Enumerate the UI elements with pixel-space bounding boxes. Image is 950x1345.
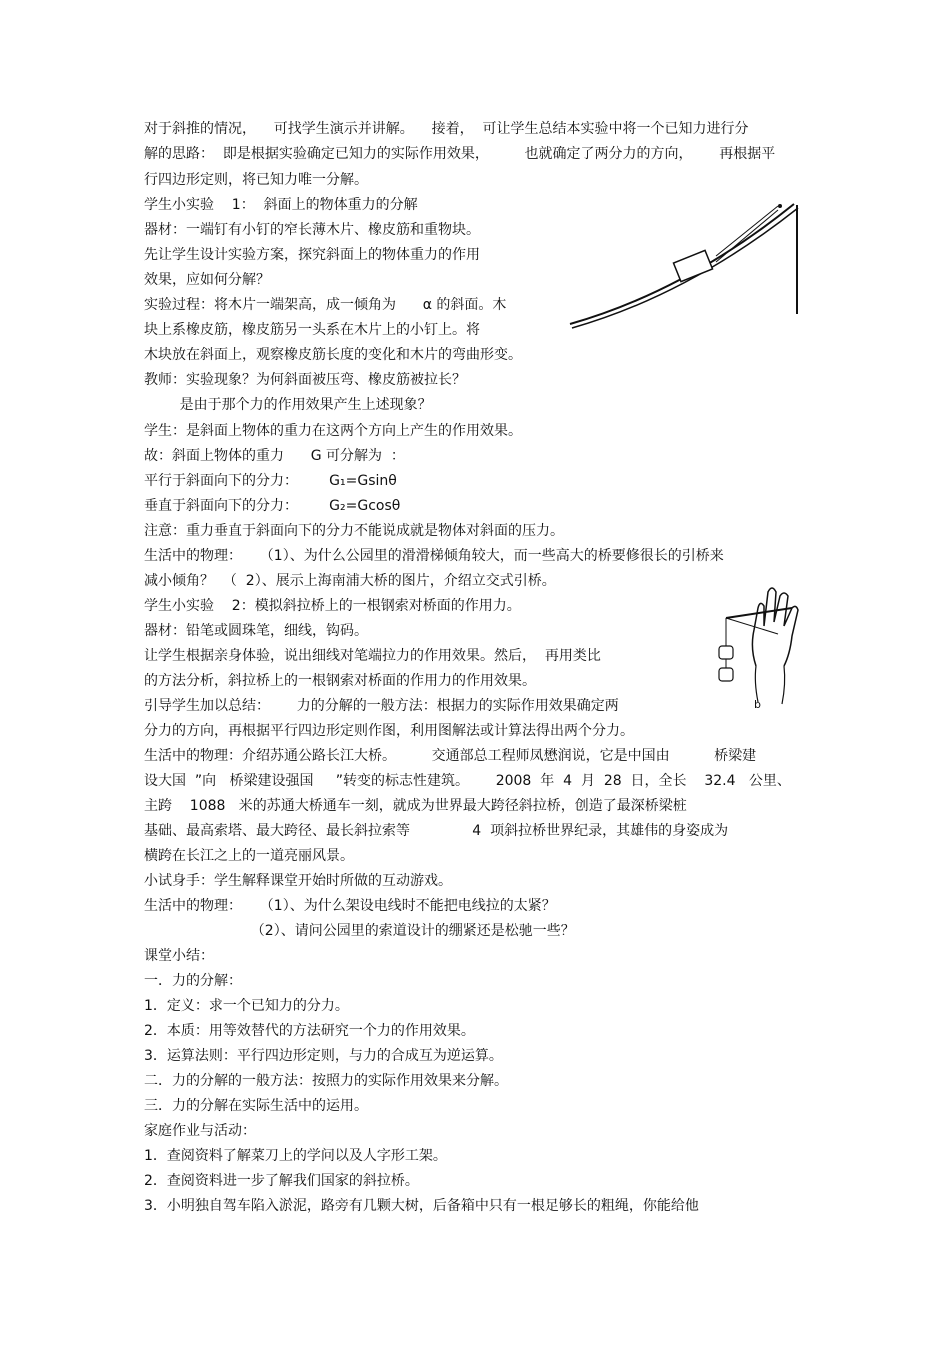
text-line: 效果，应如何分解？ [144, 272, 270, 288]
hand-outline [752, 588, 798, 666]
text-line: 先让学生设计实验方案，探究斜面上的物体重力的作用 [144, 247, 480, 263]
text-line: 横跨在长江之上的一道亮丽风景。 [144, 848, 354, 864]
text-line: 让学生根据亲身体验，说出细线对笔端拉力的作用效果。然后， 再用类比 [144, 648, 601, 664]
string [726, 618, 778, 634]
incline-experiment-figure [566, 196, 806, 331]
text-line: 平行于斜面向下的分力： G₁=Gsinθ [144, 473, 397, 489]
wood-block [673, 250, 712, 281]
text-line: 注意：重力垂直于斜面向下的分力不能说成就是物体对斜面的压力。 [144, 523, 564, 539]
text-line: 器材：铅笔或圆珠笔，细线，钩码。 [144, 623, 368, 639]
text-line: 垂直于斜面向下的分力： G₂=Gcosθ [144, 498, 401, 514]
text-line: 主跨 1088 米的苏通大桥通车一刻，就成为世界最大跨径斜拉桥，创造了最深桥梁桩 [144, 798, 687, 814]
text-line: 分力的方向，再根据平行四边形定则作图，利用图解法或计算法得出两个分力。 [144, 723, 634, 739]
hand-pen-weights-figure [706, 578, 816, 713]
text-line: 三．力的分解在实际生活中的运用。 [144, 1098, 368, 1114]
text-line: 3．运算法则：平行四边形定则，与力的合成互为逆运算。 [144, 1048, 503, 1064]
text-line: 实验过程：将木片一端架高，成一倾角为 α 的斜面。木 [144, 297, 507, 313]
nail [778, 204, 782, 208]
text-line: 故：斜面上物体的重力 G 可分解为 ： [144, 448, 405, 464]
text-line: 学生小实验 1： 斜面上的物体重力的分解 [144, 197, 418, 213]
weight-2 [719, 668, 733, 681]
text-line: 引导学生加以总结： 力的分解的一般方法：根据力的实际作用效果确定两 [144, 698, 619, 714]
text-line: 生活中的物理：介绍苏通公路长江大桥。 交通部总工程师凤懋润说，它是中国由 桥梁建 [144, 748, 757, 764]
text-line: （2）、请问公园里的索道设计的绷紧还是松驰一些？ [144, 923, 575, 939]
text-line: 生活中的物理： （1）、为什么公园里的滑滑梯倾角较大，而一些高大的桥要修很长的引桥来 [144, 548, 724, 564]
text-line: 木块放在斜面上，观察橡皮筋长度的变化和木片的弯曲形变。 [144, 347, 522, 363]
text-line: 是由于那个力的作用效果产生上述现象？ [144, 397, 432, 413]
text-line: 器材：一端钉有小钉的窄长薄木片、橡皮筋和重物块。 [144, 222, 480, 238]
text-line: 学生小实验 2：模拟斜拉桥上的一根钢索对桥面的作用力。 [144, 598, 521, 614]
text-line: 课堂小结： [144, 948, 214, 964]
text-line: 学生：是斜面上物体的重力在这两个方向上产生的作用效果。 [144, 423, 522, 439]
text-line: 基础、最高索塔、最大跨径、最长斜拉索等 4 项斜拉桥世界纪录，其雄伟的身姿成为 [144, 823, 729, 839]
text-line: 行四边形定则，将已知力唯一分解。 [144, 172, 368, 188]
text-line: 解的思路： 即是根据实验确定已知力的实际作用效果， 也就确定了两分力的方向， 再根据平 [144, 146, 776, 162]
text-line: 块上系橡皮筋，橡皮筋另一头系在木片上的小钉上。将 [144, 322, 480, 338]
text-line: 家庭作业与活动： [144, 1123, 256, 1139]
figure-label: b [754, 698, 761, 711]
text-line: 二．力的分解的一般方法：按照力的实际作用效果来分解。 [144, 1073, 508, 1089]
text-line: 生活中的物理： （1）、为什么架设电线时不能把电线拉的太紧？ [144, 898, 556, 914]
text-line: 3．小明独自驾车陷入淤泥，路旁有几颗大树，后备箱中只有一根足够长的粗绳，你能给他 [144, 1198, 699, 1214]
text-line: 2．查阅资料进一步了解我们国家的斜拉桥。 [144, 1173, 419, 1189]
text-line: 小试身手：学生解释课堂开始时所做的互动游戏。 [144, 873, 452, 889]
text-line: 1．查阅资料了解菜刀上的学问以及人字形工架。 [144, 1148, 447, 1164]
text-line: 一．力的分解： [144, 973, 242, 989]
text-line: 设大国 ”向 桥梁建设强国 ”转变的标志性建筑。 2008 年 4 月 28 日，全长 32.4 公里、 [144, 773, 791, 789]
text-line: 2．本质：用等效替代的方法研究一个力的作用效果。 [144, 1023, 475, 1039]
text-line: 教师：实验现象？为何斜面被压弯、橡皮筋被拉长？ [144, 372, 466, 388]
pen [726, 608, 792, 618]
text-line: 减小倾角？ （ 2）、展示上海南浦大桥的图片，介绍立交式引桥。 [144, 573, 556, 589]
text-line: 1．定义：求一个已知力的分力。 [144, 998, 349, 1014]
text-line: 对于斜推的情况， 可找学生演示并讲解。 接着， 可让学生总结本实验中将一个已知力进行分 [144, 121, 749, 137]
weight-1 [719, 646, 733, 659]
text-line: 的方法分析，斜拉桥上的一根钢索对桥面的作用力的作用效果。 [144, 673, 536, 689]
